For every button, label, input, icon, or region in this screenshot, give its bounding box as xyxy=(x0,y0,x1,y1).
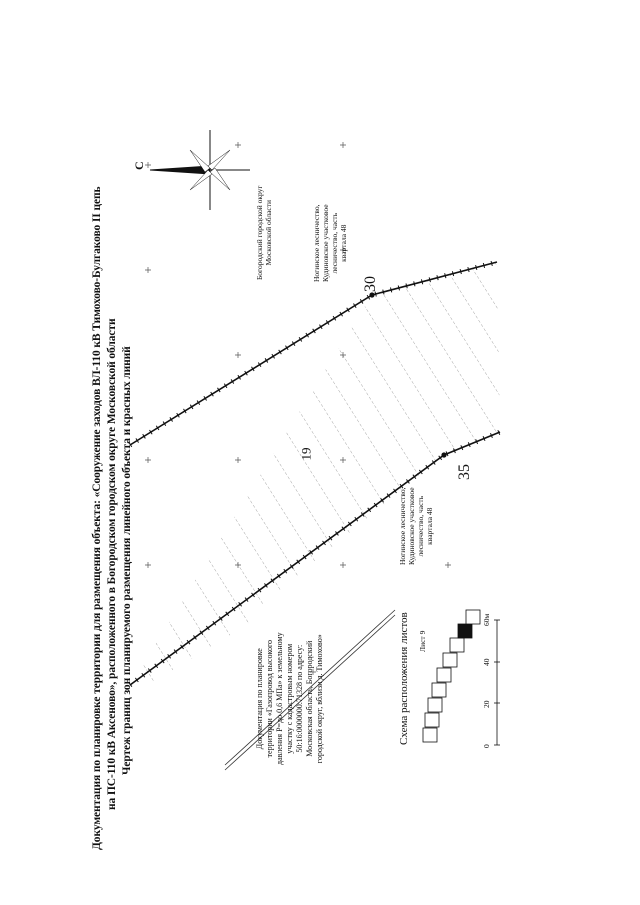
boundary-point-30 xyxy=(369,292,374,297)
scale-tick-60: 60м xyxy=(482,613,491,626)
scale-tick-0: 0 xyxy=(482,744,491,748)
label-doc-note: Документация по планировке территории «Газопровод высокого давления P=до 0,6 МПа» к земельному участку с кадастровым номером 50:16:0000000:71328 по адресу: Московская область, Богородский городской округ, вблизи д. Тимохово» xyxy=(255,632,324,765)
label-forest-bottom: Ногинское лесничество, Кудиновское участковое лесничество, часть квартала 48 xyxy=(398,487,434,565)
point-label-30: 30 xyxy=(362,276,379,292)
scale-tick-40: 40 xyxy=(482,658,491,666)
point-label-35: 35 xyxy=(456,464,473,480)
title-line-1: Документация по планировке территории для размещения объекта: «Сооружение заходов ВЛ-110 кВ Тимохово-Булгаково II цепь xyxy=(91,186,103,850)
scale-tick-20: 20 xyxy=(482,700,491,708)
north-arrow-icon xyxy=(150,130,250,210)
grid-crosses xyxy=(145,142,451,675)
label-okrug: Богородский городской округ Московской области xyxy=(255,185,273,280)
scale-bar xyxy=(494,620,500,745)
schema-title: Схема расположения листов xyxy=(398,612,410,745)
label-forest-top: Ногинское лесничество, Кудиновское участковое лесничество, часть квартала 48 xyxy=(312,204,348,282)
boundary-upper xyxy=(130,262,497,445)
sheet-layout-boxes xyxy=(423,610,480,742)
north-label: С xyxy=(132,161,146,170)
page-number: 19 xyxy=(298,447,314,461)
title-line-2: на ПС-110 кВ Аксеново», расположенного в Богородском городском округе Московской области xyxy=(106,318,118,810)
schema-sheet-label: Лист 9 xyxy=(418,630,427,652)
title-line-3: Чертеж границ зон планируемого размещения линейного объекта и красных линий xyxy=(121,346,133,775)
boundary-point-35 xyxy=(441,452,446,457)
